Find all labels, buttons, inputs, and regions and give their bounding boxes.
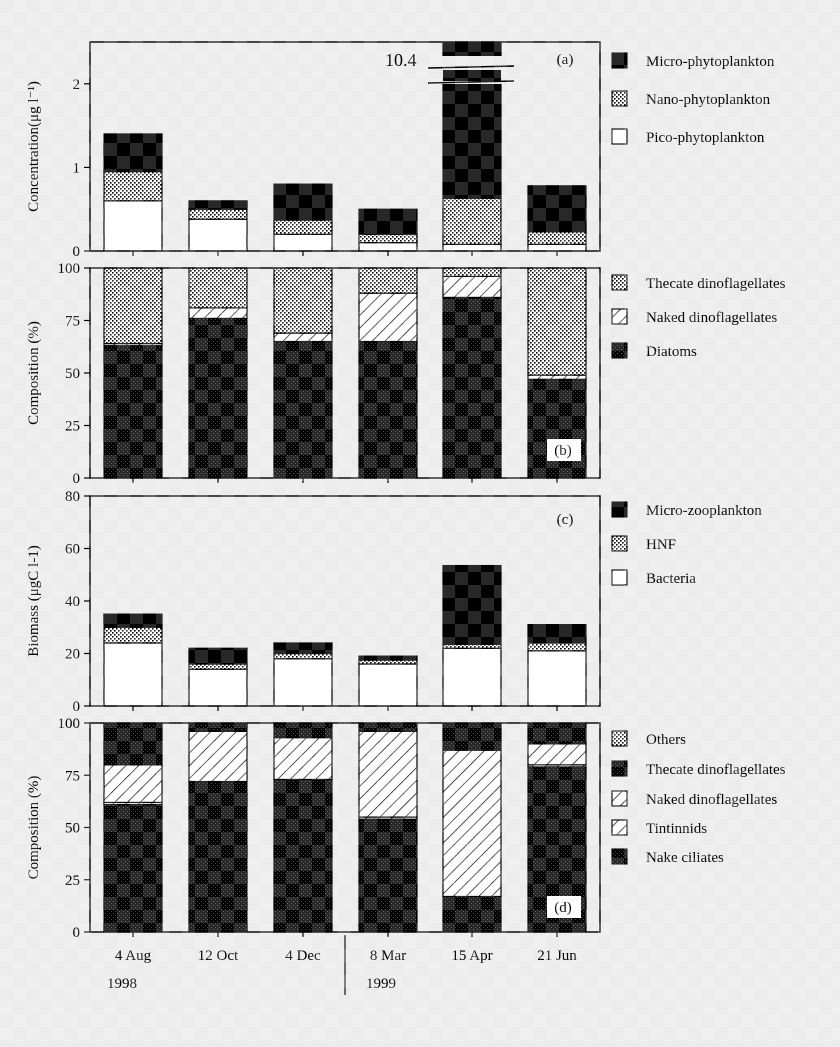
legend-swatch [612,570,627,585]
bar-2-1-0 [189,318,247,478]
y-tick-label: 75 [65,313,80,330]
bar-4-1-3 [189,723,247,731]
break-value-label: 10.4 [385,50,417,70]
bar-3-3-0 [359,664,417,706]
bar-4-2-0 [274,779,332,932]
bar-3-5-1 [528,643,586,651]
bar-4-1-0 [189,782,247,932]
y-axis-label: Composition (%) [26,775,42,880]
y-tick-label: 0 [72,925,80,941]
bar-2-0-2 [104,268,162,344]
bar-1-2-1 [274,220,332,234]
bar-3-1-0 [189,669,247,706]
y-tick-label: 80 [65,489,80,505]
bar-1-1-1 [189,209,247,219]
break-bar-stub [443,70,501,81]
legend-swatch [612,91,627,106]
bar-3-3-2 [359,656,417,660]
legend-swatch [612,502,627,517]
bar-3-4-0 [443,648,501,706]
legend-label: HNF [646,537,677,553]
bar-3-4-2 [443,566,501,645]
bar-3-5-2 [528,625,586,643]
bar-3-5-0 [528,651,586,706]
y-tick-label: 0 [72,471,80,487]
bar-1-3-1 [359,234,417,242]
panel-label: (d) [554,900,572,916]
legend-label: Bacteria [646,571,696,587]
bar-2-4-2 [443,268,501,276]
bar-4-3-0 [359,819,417,932]
bar-2-1-2 [189,268,247,308]
y-tick-label: 0 [72,699,80,715]
axis-frame-1 [90,42,600,251]
legend-swatch [612,849,627,864]
legend-label: Pico-phytoplankton [646,130,765,146]
bar-2-3-1 [359,293,417,341]
y-axis-label: Composition (%) [26,321,42,425]
y-tick-label: 75 [65,768,80,785]
bar-1-5-0 [528,244,586,251]
y-tick-label: 20 [65,646,80,663]
bar-2-5-1 [528,375,586,379]
bar-4-4-0 [443,896,501,932]
year-label-1999: 1999 [366,976,396,992]
legend-swatch [612,820,627,835]
bar-2-2-2 [274,268,332,333]
bar-1-4-0 [443,244,501,251]
bar-2-5-2 [528,268,586,375]
bar-4-5-2 [528,744,586,765]
y-tick-label: 100 [57,261,80,277]
bar-2-4-1 [443,276,501,297]
bar-1-3-2 [359,209,417,234]
x-tick-label: 15 Apr [451,948,493,964]
panel-label: (c) [556,512,574,528]
bar-4-0-3 [104,723,162,765]
legend-swatch [612,275,627,290]
y-tick-label: 0 [72,244,80,260]
bar-3-0-2 [104,614,162,627]
bar-1-1-2 [189,201,247,209]
bar-2-4-0 [443,297,501,478]
legend-label: Thecate dinoflagellates [646,762,786,778]
bar-1-0-2 [104,134,162,172]
panel-label: (a) [556,52,574,68]
legend-swatch [612,343,627,358]
bar-2-3-0 [359,342,417,479]
bar-1-5-2 [528,186,586,232]
bar-1-2-0 [274,234,332,251]
legend-label: Diatoms [646,344,697,360]
legend-swatch [612,129,627,144]
legend-swatch [612,309,627,324]
bar-4-2-3 [274,723,332,738]
legend-label: Tintinnids [646,821,708,837]
year-label-1998: 1998 [107,976,137,992]
bar-2-3-2 [359,268,417,293]
bar-3-1-1 [189,664,247,669]
y-tick-label: 25 [65,418,80,435]
bar-4-3-2 [359,731,417,817]
axis-frame-2 [90,268,600,478]
bar-2-2-1 [274,333,332,341]
legend-label: Nano-phytoplankton [646,92,771,108]
x-tick-label: 21 Jun [537,948,577,964]
bar-1-0-1 [104,172,162,201]
bar-4-0-0 [104,805,162,932]
bar-3-2-0 [274,659,332,706]
bar-4-0-2 [104,765,162,803]
legend-swatch [612,536,627,551]
bar-4-3-3 [359,723,417,731]
y-axis-label: Concentration(μg l⁻¹) [26,81,42,212]
bar-3-2-2 [274,643,332,654]
bar-4-2-2 [274,738,332,780]
y-axis-label: Biomass (μgC l-1) [26,545,42,657]
y-tick-label: 25 [65,872,80,889]
y-tick-label: 1 [72,160,80,177]
bar-2-2-0 [274,342,332,479]
bar-2-5-0 [528,379,586,478]
bar-1-3-0 [359,243,417,251]
bar-1-4-1 [443,198,501,244]
legend-label: Thecate dinoflagellates [646,276,786,292]
bar-3-1-2 [189,648,247,664]
legend-label: Micro-phytoplankton [646,54,775,70]
bar-2-0-0 [104,346,162,478]
bar-4-1-2 [189,731,247,781]
bar-1-2-2 [274,184,332,220]
y-tick-label: 40 [65,594,80,610]
axis-frame-4 [90,723,600,932]
bar-1-5-1 [528,232,586,245]
y-tick-label: 60 [65,541,80,558]
axis-frame-3 [90,496,600,706]
bar-4-4-2 [443,750,501,896]
x-tick-label: 4 Aug [114,948,152,964]
bar-2-1-1 [189,308,247,319]
bar-1-0-0 [104,201,162,251]
legend-label: Naked dinoflagellates [646,792,778,808]
legend-label: Nake ciliates [646,850,724,866]
legend-swatch [612,761,627,776]
y-tick-label: 50 [65,820,80,837]
y-tick-label: 50 [65,366,80,382]
bar-4-4-3 [443,723,501,750]
x-tick-label: 4 Dec [285,948,321,964]
legend-swatch [612,53,627,68]
bar-4-5-3 [528,723,586,744]
legend-label: Naked dinoflagellates [646,310,778,326]
bar-3-0-0 [104,643,162,706]
bar-1-1-0 [189,219,247,251]
legend-label: Others [646,732,686,748]
legend-swatch [612,731,627,746]
x-tick-label: 12 Oct [197,948,239,964]
bar-3-0-1 [104,627,162,643]
x-tick-label: 8 Mar [369,948,407,964]
panel-label: (b) [554,443,572,459]
legend-label: Micro-zooplankton [646,503,762,519]
bar-3-2-1 [274,654,332,659]
y-tick-label: 100 [57,716,80,732]
y-tick-label: 2 [72,76,80,93]
legend-swatch [612,791,627,806]
